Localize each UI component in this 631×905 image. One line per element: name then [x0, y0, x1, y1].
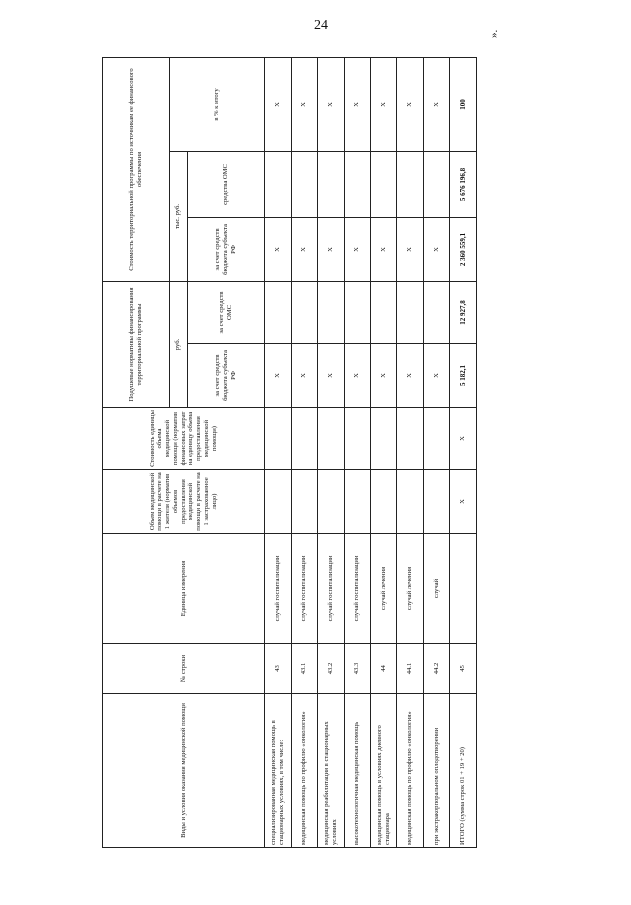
row-cost-budget: X [291, 217, 317, 281]
row-per-capita-budget: X [423, 344, 449, 408]
table-row [371, 57, 397, 847]
row-percent: X [423, 57, 449, 151]
header-budget-per-capita: за счет средств бюджета субъекта РФ [187, 344, 264, 408]
row-number: 45 [450, 644, 477, 694]
row-cost [371, 408, 397, 470]
header-types: Виды и условия оказания медицинской помощи [103, 694, 265, 848]
row-cost-budget: X [318, 217, 344, 281]
row-cost-oms [397, 151, 423, 217]
table-row [265, 57, 291, 847]
row-percent: X [344, 57, 370, 151]
row-cost [265, 408, 291, 470]
row-number: 44.1 [397, 644, 423, 694]
row-unit: случай [423, 534, 449, 644]
row-percent: X [397, 57, 423, 151]
header-program-cost-unit: тыс. руб. [169, 151, 187, 281]
row-volume: X [450, 470, 477, 534]
row-cost [397, 408, 423, 470]
row-per-capita-oms [318, 281, 344, 343]
row-unit: случай госпитализации [291, 534, 317, 644]
row-cost-oms [371, 151, 397, 217]
header-percent: в % к итогу [169, 57, 264, 151]
row-cost-oms [291, 151, 317, 217]
row-per-capita-budget: X [265, 344, 291, 408]
row-unit [450, 534, 477, 644]
row-cost [344, 408, 370, 470]
table-row-total [450, 57, 477, 847]
row-cost-budget: X [397, 217, 423, 281]
row-name: специализированная медицинская помощь в стационарных условиях, в том числе: [265, 694, 291, 848]
row-cost-oms: 5 676 196,8 [450, 151, 477, 217]
row-unit: случай лечения [371, 534, 397, 644]
page-number: 24 [314, 18, 328, 33]
row-number: 44.2 [423, 644, 449, 694]
row-per-capita-budget: X [344, 344, 370, 408]
row-percent: X [318, 57, 344, 151]
row-per-capita-oms: 12 927,8 [450, 281, 477, 343]
row-name: ИТОГО (сумма строк 01 + 19 + 20) [450, 694, 477, 848]
row-volume [318, 470, 344, 534]
row-unit: случай госпитализации [318, 534, 344, 644]
row-per-capita-oms [371, 281, 397, 343]
table-row [344, 57, 370, 847]
row-per-capita-oms [423, 281, 449, 343]
row-cost-budget: X [423, 217, 449, 281]
row-percent: X [265, 57, 291, 151]
row-number: 43.2 [318, 644, 344, 694]
table-row [318, 57, 344, 847]
row-number: 43.3 [344, 644, 370, 694]
row-per-capita-budget: X [397, 344, 423, 408]
table-row [291, 57, 317, 847]
row-percent: X [371, 57, 397, 151]
row-cost-oms [318, 151, 344, 217]
row-name: медицинская реабилитация в стационарных условиях [318, 694, 344, 848]
row-cost-oms [423, 151, 449, 217]
row-cost [423, 408, 449, 470]
row-number: 44 [371, 644, 397, 694]
row-cost-budget: X [371, 217, 397, 281]
row-cost: X [450, 408, 477, 470]
header-program-cost: Стоимость территориальной программы по источникам ее финансового обеспечения [103, 57, 170, 281]
row-percent: 100 [450, 57, 477, 151]
header-row-number: № строки [103, 644, 265, 694]
row-cost-budget: 2 360 559,1 [450, 217, 477, 281]
header-unit-cost: Стоимость единицы объема медицинской помощи (норматив финансовых затрат на единицу объема предоставления медицинской помощи) [103, 408, 265, 470]
row-cost-budget: X [344, 217, 370, 281]
row-number: 43 [265, 644, 291, 694]
header-oms-cost: средства ОМС [187, 151, 264, 217]
row-name: высокотехнологичная медицинская помощь [344, 694, 370, 848]
financing-table [102, 57, 477, 848]
row-per-capita-oms [291, 281, 317, 343]
row-cost-budget: X [265, 217, 291, 281]
table-row [423, 57, 449, 847]
header-oms-per-capita: за счет средств ОМС [187, 281, 264, 343]
row-cost-oms [344, 151, 370, 217]
row-volume [371, 470, 397, 534]
row-number: 43.1 [291, 644, 317, 694]
row-name: медицинская помощь по профилю «онкология» [291, 694, 317, 848]
header-unit: Единица измерения [103, 534, 265, 644]
row-per-capita-oms [344, 281, 370, 343]
row-cost-oms [265, 151, 291, 217]
row-unit: случай лечения [397, 534, 423, 644]
row-volume [291, 470, 317, 534]
header-volume: Объем медицинской помощи в расчете на 1 жителя (норматив объемов предоставления медицинской помощи в расчете на 1 застрахованное лицо) [103, 470, 265, 534]
row-per-capita-budget: X [318, 344, 344, 408]
row-per-capita-budget: X [291, 344, 317, 408]
header-per-capita: Подушевые нормативы финансирования территориальной программы [103, 281, 170, 407]
table-row [397, 57, 423, 847]
row-unit: случай госпитализации [265, 534, 291, 644]
row-percent: X [291, 57, 317, 151]
row-per-capita-budget: 5 182,1 [450, 344, 477, 408]
row-volume [423, 470, 449, 534]
row-name: при экстракорпоральном оплодотворении [423, 694, 449, 848]
row-volume [397, 470, 423, 534]
row-name: медицинская помощь в условиях дневного стационара [371, 694, 397, 848]
row-per-capita-oms [265, 281, 291, 343]
row-cost [291, 408, 317, 470]
header-per-capita-unit: руб. [169, 281, 187, 407]
row-per-capita-oms [397, 281, 423, 343]
row-volume [265, 470, 291, 534]
row-per-capita-budget: X [371, 344, 397, 408]
rotated-table-container [102, 58, 477, 848]
row-unit: случай госпитализации [344, 534, 370, 644]
header-budget-cost: за счет средств бюджета субъекта РФ [187, 217, 264, 281]
end-mark: ». [488, 29, 500, 38]
row-cost [318, 408, 344, 470]
row-name: медицинская помощь по профилю «онкология» [397, 694, 423, 848]
row-volume [344, 470, 370, 534]
